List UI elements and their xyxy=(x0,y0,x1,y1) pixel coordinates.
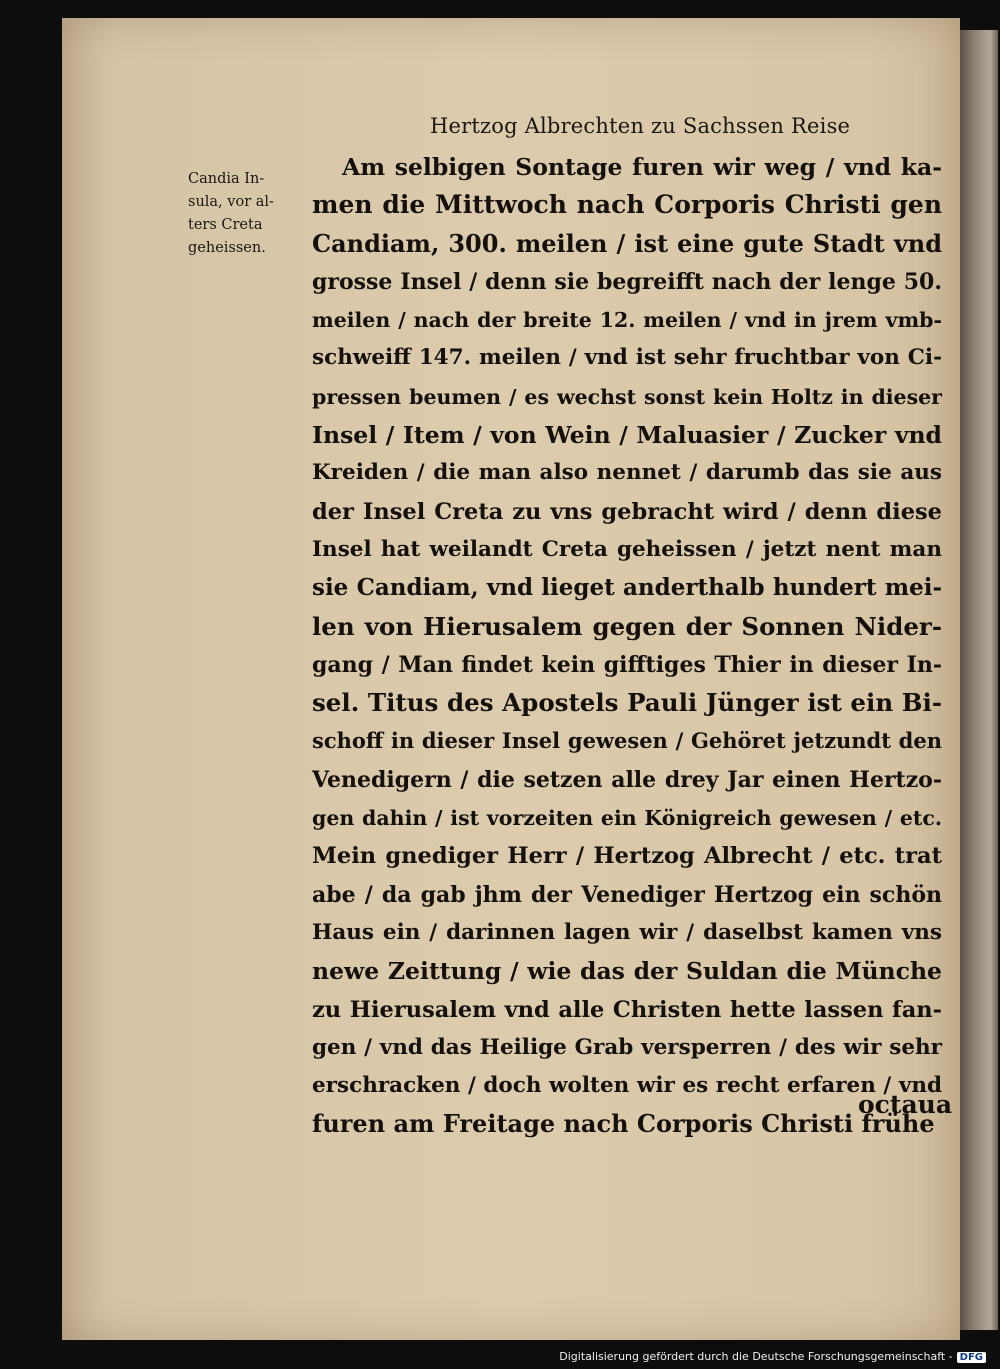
text-line: zu Hierusalem vnd alle Christen hette lassen fan- xyxy=(312,996,942,1023)
text-line: Mein gnediger Herr / Hertzog Albrecht / etc. trat xyxy=(312,843,942,870)
text-line: Kreiden / die man also nennet / darumb das sie aus xyxy=(312,460,942,486)
text-line: Haus ein / darinnen lagen wir / daselbst kamen vns xyxy=(312,919,942,945)
text-line: Candiam, 300. meilen / ist eine gute Stadt vnd xyxy=(312,228,942,258)
text-line: len von Hierusalem gegen der Sonnen Nider- xyxy=(312,611,942,641)
text-line: gen / vnd das Heilige Grab versperren / des wir sehr xyxy=(312,1034,942,1060)
text-line: newe Zeittung / wie das der Suldan die Münche xyxy=(312,957,942,986)
text-line: pressen beumen / es wechst sonst kein Holtz in dieser xyxy=(312,384,942,409)
page-edge xyxy=(960,30,998,1330)
text-line: erschracken / doch wolten wir es recht erfaren / vnd xyxy=(312,1073,942,1099)
margin-note-line: Candia In- xyxy=(188,171,265,187)
text-line: Am selbigen Sontage furen wir weg / vnd ka- xyxy=(342,153,942,181)
margin-note xyxy=(188,168,300,260)
text-line: schoff in dieser Insel gewesen / Gehöret jetzundt den xyxy=(312,728,942,754)
text-line: abe / da gab jhm der Venediger Hertzog ein schön xyxy=(312,881,942,908)
text-line: furen am Freitage nach Corporis Christi frühe xyxy=(312,1109,935,1139)
text-line: gang / Man findet kein gifftiges Thier in dieser In- xyxy=(312,651,942,678)
text-line: Venedigern / die setzen alle drey Jar einen Hertzo- xyxy=(312,766,942,793)
catchword: octaua xyxy=(858,1090,953,1119)
text-line: schweiff 147. meilen / vnd ist sehr fruchtbar von Ci- xyxy=(312,345,942,371)
dfg-logo: DFG xyxy=(957,1352,986,1363)
body-text xyxy=(312,148,942,1144)
text-line: sie Candiam, vnd lieget anderthalb hundert mei- xyxy=(312,574,942,602)
text-line: men die Mittwoch nach Corporis Christi gen xyxy=(312,190,942,220)
text-line: grosse Insel / denn sie begreifft nach der lenge 50. xyxy=(312,268,942,295)
digitization-credit xyxy=(559,1350,986,1363)
credit-text: Digitalisierung gefördert durch die Deutsche Forschungsgemeinschaft - xyxy=(559,1350,953,1363)
text-line: sel. Titus des Apostels Pauli Jünger ist ein Bi- xyxy=(312,688,942,718)
running-head: Hertzog Albrechten zu Sachssen Reise xyxy=(430,114,851,138)
margin-note-line: geheissen. xyxy=(188,240,266,256)
text-line: Insel / Item / von Wein / Maluasier / Zucker vnd xyxy=(312,421,942,450)
text-line: meilen / nach der breite 12. meilen / vnd in jrem vmb- xyxy=(312,308,942,333)
margin-note-line: ters Creta xyxy=(188,217,263,233)
text-line: der Insel Creta zu vns gebracht wird / denn diese xyxy=(312,498,942,525)
margin-note-line: sula, vor al- xyxy=(188,194,274,210)
text-line: Insel hat weilandt Creta geheissen / jetzt nent man xyxy=(312,536,942,562)
text-line: gen dahin / ist vorzeiten ein Königreich gewesen / etc. xyxy=(312,806,942,831)
